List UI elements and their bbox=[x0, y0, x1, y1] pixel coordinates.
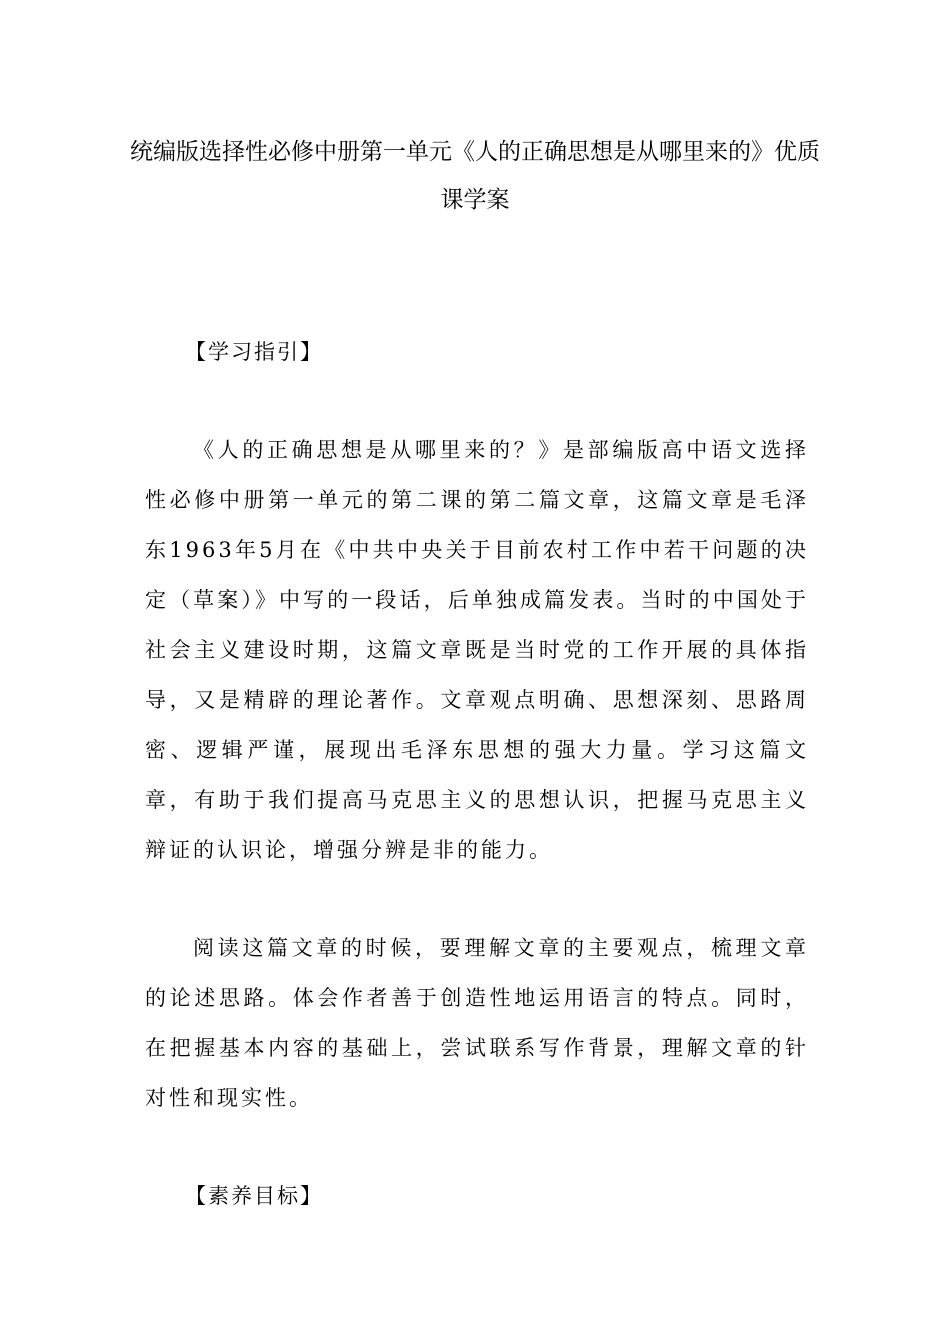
paragraph-intro: 《人的正确思想是从哪里来的？》是部编版高中语文选择性必修中册第一单元的第二课的第二篇文章，这篇文章是毛泽东1963年5月在《中共中央关于目前农村工作中若干问题的决定（草案）》中写的一段话，后单独成篇发表。当时的中国处于社会主义建设时期，这篇文章既是当时党的工作开展的具体指导，又是精辟的理论著作。文章观点明确、思想深刻、思路周密、逻辑严谨，展现出毛泽东思想的强大力量。学习这篇文章，有助于我们提高马克思主义的思想认识，把握马克思主义辩证的认识论，增强分辨是非的能力。 bbox=[145, 438, 809, 862]
section-heading-study-guide: 【学习指引】 bbox=[185, 340, 323, 364]
section-heading-literacy-goals: 【素养目标】 bbox=[185, 1184, 323, 1208]
paragraph-reading-guide: 阅读这篇文章的时候，要理解文章的主要观点，梳理文章的论述思路。体会作者善于创造性地运用语言的特点。同时，在把握基本内容的基础上，尝试联系写作背景，理解文章的针对性和现实性。 bbox=[145, 936, 809, 1110]
document-title: 统编版选择性必修中册第一单元《人的正确思想是从哪里来的》优质课学案 bbox=[130, 139, 820, 213]
